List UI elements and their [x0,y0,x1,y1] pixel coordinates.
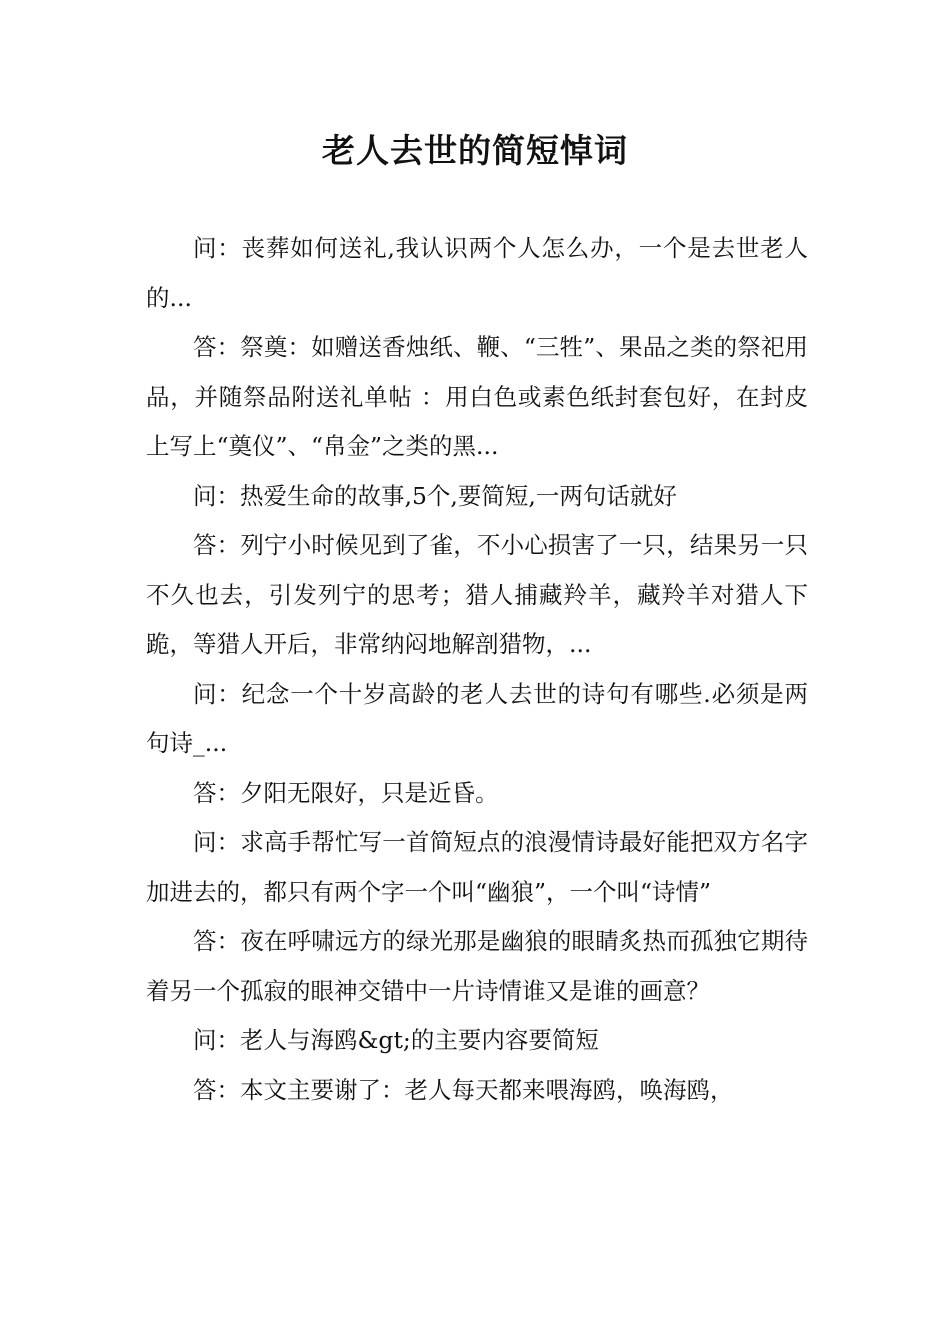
document-title: 老人去世的简短悼词 [322,131,628,170]
paragraph-question-4: 问：求高手帮忙写一首简短点的浪漫情诗最好能把双方名字加进去的，都只有两个字一个叫“幽狼”，一个叫“诗情” [146,828,808,906]
paragraph-question-1: 问：丧葬如何送礼,我认识两个人怎么办，一个是去世老人的... [146,234,808,312]
paragraph-answer-1: 答：祭奠：如赠送香烛纸、鞭、“三牲”、果品之类的祭祀用品，并随祭品附送礼单帖 ：用白色或素色纸封套包好，在封皮上写上“奠仪”、“帛金”之类的黑... [146,333,808,460]
paragraph-answer-2: 答：列宁小时候见到了雀，不小心损害了一只，结果另一只不久也去，引发列宁的思考；猎人捕藏羚羊，藏羚羊对猎人下跪，等猎人开后，非常纳闷地解剖猎物，... [146,531,808,658]
paragraph-question-5: 问：老人与海鸥&gt;的主要内容要简短 [193,1026,599,1054]
paragraph-question-3: 问：纪念一个十岁高龄的老人去世的诗句有哪些.必须是两句诗_... [146,679,808,757]
document-body [146,224,808,1115]
paragraph-question-2: 问：热爱生命的故事,5个,要简短,一两句话就好 [193,481,677,510]
paragraph-answer-3: 答：夕阳无限好，只是近昏。 [193,778,499,807]
paragraph-answer-4: 答：夜在呼啸远方的绿光那是幽狼的眼睛炙热而孤独它期待着另一个孤寂的眼神交错中一片诗情谁又是谁的画意？ [146,927,808,1005]
paragraph-answer-5: 答：本文主要谢了：老人每天都来喂海鸥，唤海鸥， [193,1075,734,1104]
